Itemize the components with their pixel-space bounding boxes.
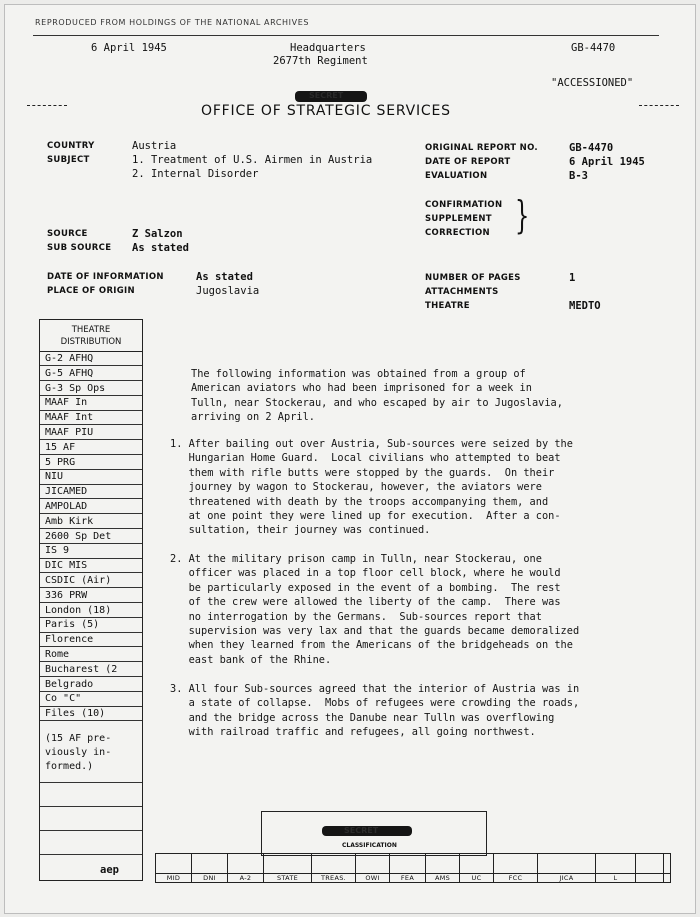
place-value: Jugoslavia xyxy=(196,285,260,297)
routing-label: A-2 xyxy=(239,874,252,882)
attachments-label: ATTACHMENTS xyxy=(425,287,499,297)
source-value: Z Salzon xyxy=(132,228,183,240)
source-label: SOURCE xyxy=(47,229,88,239)
distribution-row: Files (10) xyxy=(40,707,142,721)
correction-label: CORRECTION xyxy=(425,228,490,238)
date-report-label: DATE OF REPORT xyxy=(425,157,511,167)
classification-stamp: SECRET xyxy=(344,826,379,835)
distribution-row: Belgrado xyxy=(40,678,142,692)
paragraph-3: 3. All four Sub-sources agreed that the interior of Austria was in a state of collapse. Mobs of refugees were crowding the roads, and the bridge across the Danube near Tulln was overflowing with railroad traffic and refugees, all going northwest. xyxy=(170,683,580,739)
distribution-row: Bucharest (2 xyxy=(40,663,142,677)
country-label: COUNTRY xyxy=(47,141,95,151)
paragraph-1: 1. After bailing out over Austria, Sub-sources were seized by the Hungarian Home Guard. Local civilians who attempted to beat them with rifle butts were stopped by the guards. On their journey by wagon to Stockerau, however, the aviators were threatened with death by the troops accompanying them, and at one point they were lined up for execution. After a con- sultation, their journey was continued. xyxy=(170,438,573,537)
brace-glyph: } xyxy=(514,193,530,237)
routing-cell xyxy=(311,853,355,883)
subject-label: SUBJECT xyxy=(47,155,90,165)
header-number: GB-4470 xyxy=(571,42,616,54)
routing-grid xyxy=(155,853,671,883)
left-dash xyxy=(27,105,67,106)
evaluation-label: EVALUATION xyxy=(425,171,488,181)
document-page xyxy=(4,4,696,914)
distribution-row: G-5 AFHQ xyxy=(40,367,142,381)
distribution-row: MAAF PIU xyxy=(40,426,142,440)
distribution-title-2: DISTRIBUTION xyxy=(60,337,122,347)
orig-report-label: ORIGINAL REPORT NO. xyxy=(425,143,538,153)
routing-cell xyxy=(425,853,459,883)
distribution-row: IS 9 xyxy=(40,544,142,558)
distribution-row: 15 AF xyxy=(40,441,142,455)
distribution-row: 336 PRW xyxy=(40,589,142,603)
header-regiment: 2677th Regiment xyxy=(273,55,368,67)
routing-cell xyxy=(191,853,227,883)
distribution-rule xyxy=(40,830,142,831)
pages-label: NUMBER OF PAGES xyxy=(425,273,521,283)
office-title: OFFICE OF STRATEGIC SERVICES xyxy=(201,103,451,119)
distribution-rule xyxy=(40,806,142,807)
routing-label: AMS xyxy=(434,874,451,882)
theatre-value: MEDTO xyxy=(569,300,601,312)
orig-report-value: GB-4470 xyxy=(569,142,614,154)
routing-cell xyxy=(663,853,671,883)
routing-grid-bottom xyxy=(155,882,671,883)
distribution-title-1: THEATRE xyxy=(71,325,111,335)
distribution-rule xyxy=(40,782,142,783)
distribution-row: London (18) xyxy=(40,604,142,618)
distribution-row: Rome xyxy=(40,648,142,662)
subsource-label: SUB SOURCE xyxy=(47,243,112,253)
distribution-note-2: viously in- xyxy=(45,747,112,758)
routing-label: FCC xyxy=(508,874,523,882)
routing-cell xyxy=(459,853,493,883)
routing-label: FEA xyxy=(400,874,415,882)
classification-box xyxy=(261,811,487,856)
distribution-row: JICAMED xyxy=(40,485,142,499)
distribution-row: Paris (5) xyxy=(40,618,142,632)
distribution-row: G-3 Sp Ops xyxy=(40,382,142,396)
routing-label: TREAS. xyxy=(320,874,347,882)
header-rule xyxy=(33,35,659,36)
distribution-list xyxy=(39,319,143,881)
distribution-row: NIU xyxy=(40,470,142,484)
distribution-row: 2600 Sp Det xyxy=(40,530,142,544)
confirmation-label: CONFIRMATION xyxy=(425,200,503,210)
distribution-row: CSDIC (Air) xyxy=(40,574,142,588)
supplement-label: SUPPLEMENT xyxy=(425,214,492,224)
routing-cell xyxy=(635,853,663,883)
date-report-value: 6 April 1945 xyxy=(569,156,645,168)
routing-label: DNI xyxy=(203,874,216,882)
subject-line-1: 1. Treatment of U.S. Airmen in Austria xyxy=(132,154,373,166)
routing-cell xyxy=(389,853,425,883)
distribution-row: MAAF In xyxy=(40,396,142,410)
distribution-row: 5 PRG xyxy=(40,456,142,470)
country-value: Austria xyxy=(132,140,177,152)
distribution-row: Amb Kirk xyxy=(40,515,142,529)
right-dash xyxy=(639,105,679,106)
routing-label: L xyxy=(613,874,618,882)
routing-label: MID xyxy=(166,874,181,882)
intro-paragraph: The following information was obtained from a group of American aviators who had been imprisoned for a week in Tulln, near Stockerau, and who escaped by air to Jugoslavia, arriving on 2 April. xyxy=(191,368,563,424)
header-date: 6 April 1945 xyxy=(91,42,167,54)
evaluation-value: B-3 xyxy=(569,170,588,182)
routing-cell xyxy=(537,853,595,883)
routing-cell xyxy=(155,853,191,883)
routing-cell xyxy=(595,853,635,883)
paragraph-2: 2. At the military prison camp in Tulln, near Stockerau, one officer was placed in a top floor cell block, where he would be particularly exposed in the event of a bombing. The rest of the crew were allowed the liberty of the camp. There was no interrogation by the Germans. Sub-sources report that supervision was very lax and that the guards became demoralized when they learned from the Americans of the bridgeheads on the east bank of the Rhine. xyxy=(170,553,580,666)
subsource-value: As stated xyxy=(132,242,189,254)
distribution-row: G-2 AFHQ xyxy=(40,352,142,366)
subject-line-2: 2. Internal Disorder xyxy=(132,168,259,180)
redacted-stamp-text: SECRET xyxy=(309,91,344,100)
routing-label: JICA xyxy=(559,874,574,882)
routing-mid-rule xyxy=(155,873,671,874)
distribution-row: Co "C" xyxy=(40,692,142,706)
distribution-note-1: (15 AF pre- xyxy=(45,733,112,744)
distribution-header xyxy=(40,320,142,352)
routing-label: STATE xyxy=(276,874,299,882)
routing-label: UC xyxy=(471,874,482,882)
distribution-row: Florence xyxy=(40,633,142,647)
classification-label: CLASSIFICATION xyxy=(342,842,397,849)
distribution-rule xyxy=(40,854,142,855)
typist-initials: aep xyxy=(100,864,119,876)
date-info-value: As stated xyxy=(196,271,253,283)
place-label: PLACE OF ORIGIN xyxy=(47,286,135,296)
distribution-row: AMPOLAD xyxy=(40,500,142,514)
distribution-row: DIC MIS xyxy=(40,559,142,573)
classification-redaction xyxy=(322,826,412,836)
distribution-row: MAAF Int xyxy=(40,411,142,425)
routing-cell xyxy=(355,853,389,883)
distribution-note xyxy=(45,732,139,774)
theatre-label: THEATRE xyxy=(425,301,470,311)
pages-value: 1 xyxy=(569,272,576,284)
routing-cell xyxy=(227,853,263,883)
accessioned-stamp: "ACCESSIONED" xyxy=(551,77,634,89)
routing-label: OWI xyxy=(365,874,380,882)
header-hq: Headquarters xyxy=(290,42,366,54)
routing-cell xyxy=(493,853,537,883)
archives-banner: REPRODUCED FROM HOLDINGS OF THE NATIONAL ARCHIVES xyxy=(35,18,310,27)
distribution-note-3: formed.) xyxy=(45,761,94,772)
date-info-label: DATE OF INFORMATION xyxy=(47,272,164,282)
routing-cell xyxy=(263,853,311,883)
redacted-stamp xyxy=(295,91,367,102)
